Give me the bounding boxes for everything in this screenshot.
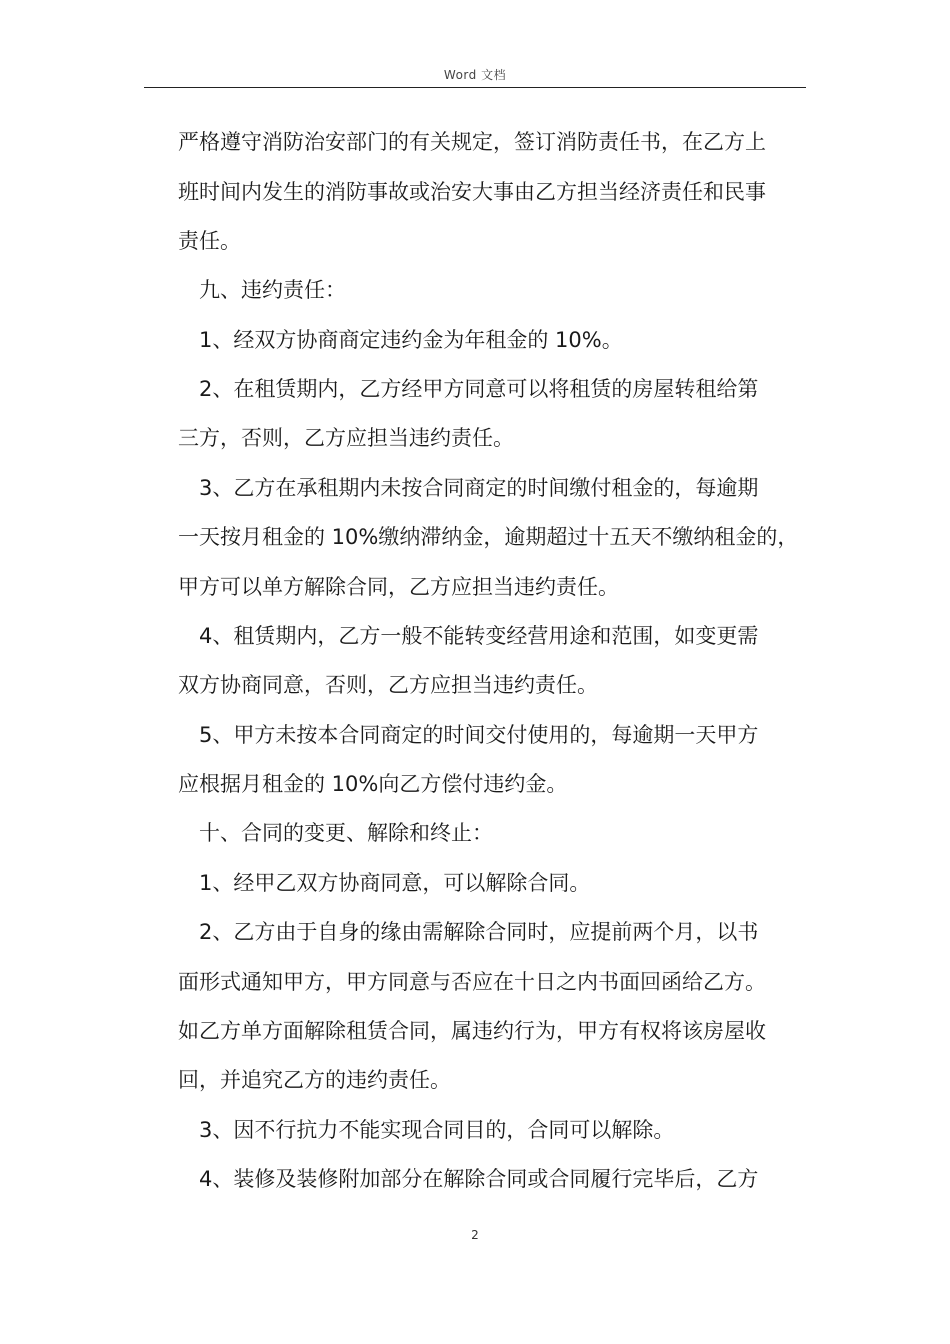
section-heading: 九、违约责任： [199,278,346,302]
paragraph-line: 双方协商同意，否则，乙方应担当违约责任。 [178,673,598,697]
clause-line: 2、在租赁期内，乙方经甲方同意可以将租赁的房屋转租给第 [199,377,759,401]
paragraph-line: 一天按月租金的 10%缴纳滞纳金，逾期超过十五天不缴纳租金的， [178,525,799,549]
page-number: 2 [471,1228,479,1242]
paragraph-line: 如乙方单方面解除租赁合同，属违约行为，甲方有权将该房屋收 [178,1019,766,1043]
section-heading: 十、合同的变更、解除和终止： [199,821,493,845]
clause-line: 4、租赁期内，乙方一般不能转变经营用途和范围，如变更需 [199,624,759,648]
clause-line: 4、装修及装修附加部分在解除合同或合同履行完毕后，乙方 [199,1167,759,1191]
clause-line: 1、经甲乙双方协商同意，可以解除合同。 [199,871,591,895]
paragraph-line: 面形式通知甲方，甲方同意与否应在十日之内书面回函给乙方。 [178,970,766,994]
paragraph-line: 甲方可以单方解除合同，乙方应担当违约责任。 [178,575,619,599]
clause-line: 3、乙方在承租期内未按合同商定的时间缴付租金的，每逾期 [199,476,759,500]
page-header-title: Word 文档 [443,68,507,82]
paragraph-line: 三方，否则，乙方应担当违约责任。 [178,426,514,450]
clause-line: 5、甲方未按本合同商定的时间交付使用的，每逾期一天甲方 [199,723,759,747]
clause-line: 3、因不行抗力不能实现合同目的，合同可以解除。 [199,1118,675,1142]
paragraph-line: 责任。 [178,229,241,253]
clause-line: 2、乙方由于自身的缘由需解除合同时，应提前两个月，以书 [199,920,759,944]
paragraph-line: 班时间内发生的消防事故或治安大事由乙方担当经济责任和民事 [178,180,766,204]
header-divider [144,87,806,88]
clause-line: 1、经双方协商商定违约金为年租金的 10%。 [199,328,623,352]
paragraph-line: 回，并追究乙方的违约责任。 [178,1068,451,1092]
paragraph-line: 应根据月租金的 10%向乙方偿付违约金。 [178,772,568,796]
paragraph-line: 严格遵守消防治安部门的有关规定，签订消防责任书，在乙方上 [178,130,766,154]
